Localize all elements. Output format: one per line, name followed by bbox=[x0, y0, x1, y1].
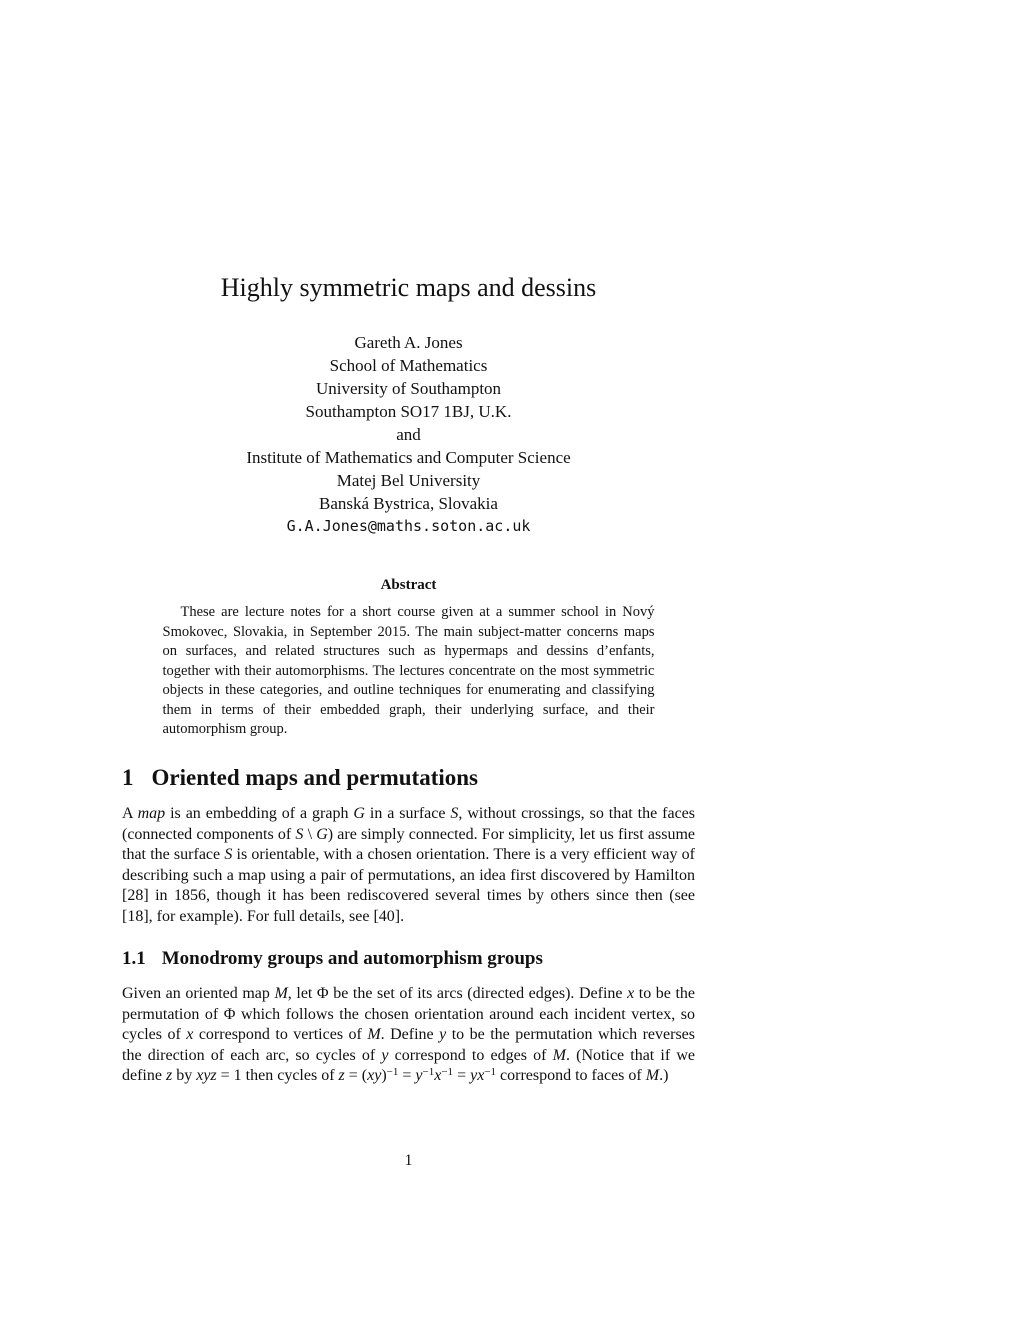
subsection-title: Monodromy groups and automorphism groups bbox=[161, 948, 543, 970]
author-affiliation-line: School of Mathematics bbox=[329, 356, 488, 376]
author-affiliation-line: Matej Bel University bbox=[336, 471, 481, 491]
author-affiliation-line: University of Southampton bbox=[315, 379, 502, 399]
author-affiliation-line: Institute of Mathematics and Computer Science bbox=[246, 448, 571, 468]
author-block bbox=[122, 331, 695, 538]
content-column bbox=[122, 0, 695, 1088]
page-number: 1 bbox=[404, 1152, 413, 1169]
abstract-heading: Abstract bbox=[380, 577, 437, 594]
section-1-paragraph: A map is an embedding of a graph G in a surface S, without crossings, so that the faces (connected components of S \ G) are simply connected. For simplicity, let us first assume that the surface S is orientable, with a chosen orientation. There is a very efficient way of describing such a map using a pair of permutations, an idea first discovered by Hamilton [28] in 1856, though it has been rediscovered several times by others since then (see [18], for example). For full details, see [40]. bbox=[122, 805, 696, 925]
subsection-1-1-paragraph: Given an oriented map M, let Φ be the set of its arcs (directed edges). Define x to be the permutation of Φ which follows the chosen orientation around each incident vertex, so cycles of x correspond to vertices of M. Define y to be the permutation which reverses the direction of each arc, so cycles of y correspond to edges of M. (Notice that if we define z by xyz = 1 then cycles of $z = (xy)^{-1} = y^{-1}x^{-1} = yx^{-1}$ correspond to faces of M.) bbox=[122, 985, 696, 1085]
author-name: Gareth A. Jones bbox=[354, 333, 463, 353]
abstract-section bbox=[163, 577, 655, 740]
section-title: Oriented maps and permutations bbox=[151, 764, 478, 790]
section-1-heading bbox=[122, 764, 695, 792]
abstract-text: These are lecture notes for a short course given at a summer school in Nový Smokovec, Slovakia, in September 2015. The main subject-matter concerns maps on surfaces, and related structures such as hypermaps and dessins d’enfants, together with their automorphisms. The lectures concentrate on the most symmetric objects in these categories, and outline techniques for enumerating and classifying them in terms of their embedded graph, their underlying surface, and their automorphism group. bbox=[162, 604, 655, 738]
subsection-1-1-heading bbox=[122, 948, 695, 971]
paper-title: Highly symmetric maps and dessins bbox=[220, 273, 597, 302]
author-affiliation-line: Southampton SO17 1BJ, U.K. bbox=[305, 402, 512, 422]
author-email: G.A.Jones@maths.soton.ac.uk bbox=[286, 517, 531, 536]
section-number: 1 bbox=[122, 764, 134, 790]
author-affiliation-line: Banská Bystrica, Slovakia bbox=[319, 494, 498, 514]
author-affiliation-line: and bbox=[396, 425, 421, 445]
subsection-number: 1.1 bbox=[122, 948, 146, 970]
